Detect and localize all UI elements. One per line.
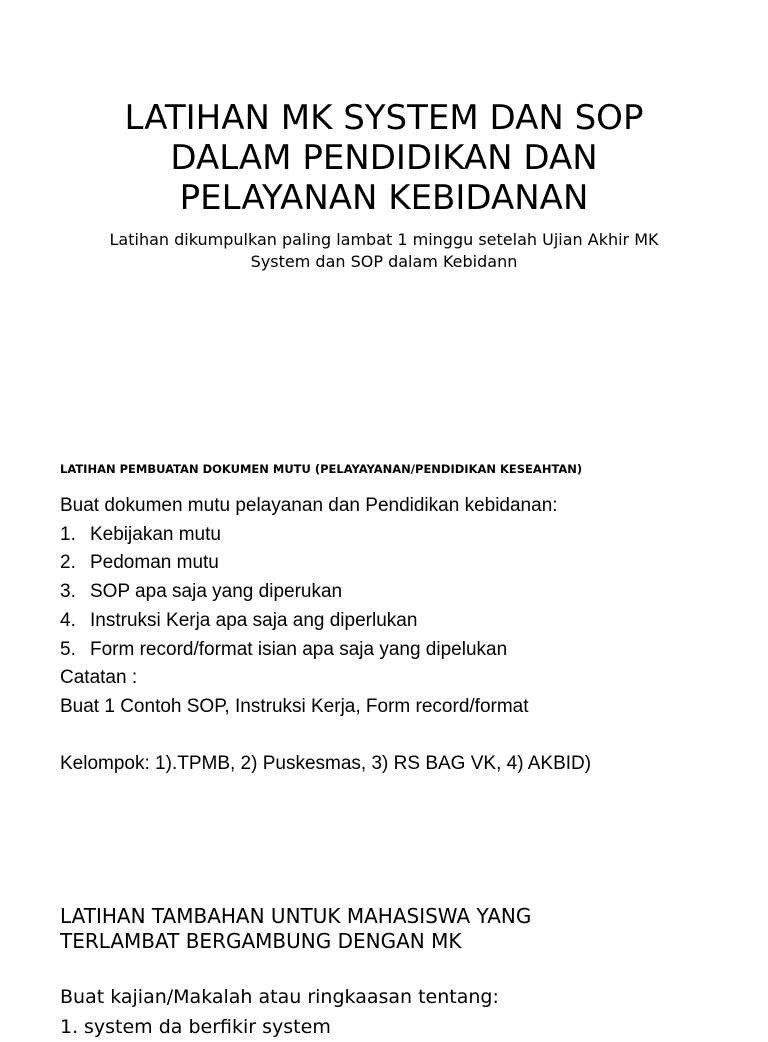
section2-intro: Buat kajian/Makalah atau ringkaasan tentang: <box>60 986 499 1008</box>
list-item-number: 4. <box>60 609 76 631</box>
section2-heading-line-2: TERLAMBAT BERGAMBUNG DENGAN MK <box>60 929 462 953</box>
groups-text: Kelompok: 1).TPMB, 2) Puskesmas, 3) RS BAG VK, 4) AKBID) <box>60 753 592 775</box>
section1-intro: Buat dokumen mutu pelayanan dan Pendidikan kebidanan: <box>60 495 558 516</box>
subtitle-line-2: System dan SOP dalam Kebidann <box>250 252 518 271</box>
list-item-text: Pedoman mutu <box>90 552 219 574</box>
list-item <box>60 607 740 636</box>
list-item-text: system da berfikir system <box>84 1016 331 1038</box>
list-item-number: 5. <box>60 638 76 660</box>
section1-heading: LATIHAN PEMBUATAN DOKUMEN MUTU (PELAYAYANAN/PENDIDIKAN KESEAHTAN) <box>60 462 583 476</box>
note-label: Catatan : <box>60 667 138 689</box>
list-item-number: 3. <box>60 581 76 603</box>
section2-heading-line-1: LATIHAN TAMBAHAN UNTUK MAHASISWA YANG <box>60 904 532 928</box>
list-item <box>60 578 740 607</box>
list-item-number: 1. <box>60 523 76 545</box>
list-item <box>60 636 740 665</box>
spacer <box>60 722 740 751</box>
section2-list <box>60 1012 740 1042</box>
subtitle-line-1: Latihan dikumpulkan paling lambat 1 minggu setelah Ujian Akhir MK <box>109 230 659 249</box>
section1-body <box>60 492 740 779</box>
list-item <box>60 1012 740 1042</box>
title-line-3: PELAYANAN KEBIDANAN <box>179 178 589 218</box>
section2-body <box>60 982 740 1042</box>
title-line-2: DALAM PENDIDIKAN DAN <box>170 138 598 178</box>
section1-list <box>60 521 740 665</box>
list-item-text: Kebijakan mutu <box>90 523 221 545</box>
list-item-text: Form record/format isian apa saja yang dipelukan <box>90 638 508 660</box>
list-item <box>60 521 740 550</box>
list-item-text: Instruksi Kerja apa saja ang diperlukan <box>90 609 418 631</box>
list-item <box>60 549 740 578</box>
page-title <box>60 98 708 218</box>
title-line-1: LATIHAN MK SYSTEM DAN SOP <box>124 98 644 138</box>
list-item-text: SOP apa saja yang diperukan <box>90 581 343 603</box>
list-item-number: 1. <box>60 1016 79 1038</box>
list-item-number: 2. <box>60 552 76 574</box>
note-text: Buat 1 Contoh SOP, Instruksi Kerja, Form record/format <box>60 695 529 717</box>
subtitle <box>100 229 668 273</box>
section2-heading <box>60 904 740 954</box>
